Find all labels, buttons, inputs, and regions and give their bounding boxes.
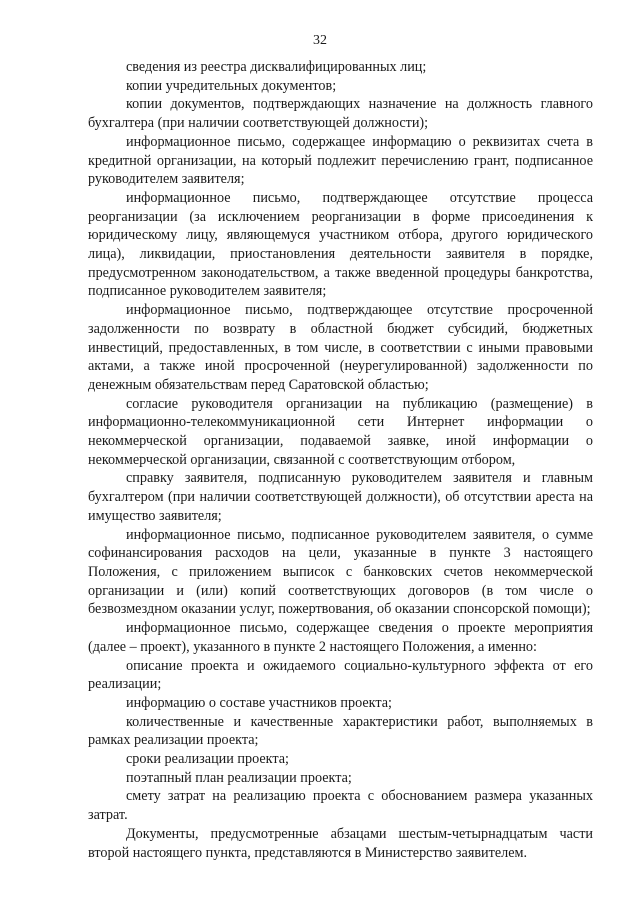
paragraph-project-budget: смету затрат на реализацию проекта с обоснованием размера указанных затрат. — [88, 788, 593, 824]
paragraph-project-characteristics: количественные и качественные характеристики работ, выполняемых в рамках реализации проекта; — [88, 713, 593, 749]
paragraph-no-arrest-certificate: справку заявителя, подписанную руководителем заявителя и главным бухгалтером (при наличии соответствующей должности), об отсутствии ареста на имущество заявителя; — [88, 470, 593, 524]
paragraph-project-stage-plan: поэтапный план реализации проекта; — [126, 769, 352, 786]
paragraph-project-participants: информацию о составе участников проекта; — [126, 694, 392, 711]
paragraph-project-description: описание проекта и ожидаемого социально-культурного эффекта от его реализации; — [88, 657, 593, 693]
paragraph-project-info-letter: информационное письмо, содержащее сведения о проекте мероприятия (далее – проект), указанного в пункте 2 настоящего Положения, а именно: — [88, 620, 593, 655]
paragraph-chief-accountant-appointment: копии документов, подтверждающих назначение на должность главного бухгалтера (при наличии соответствующей должности); — [88, 96, 593, 132]
paragraph-no-reorganization-letter: информационное письмо, подтверждающее отсутствие процесса реорганизации (за исключением реорганизации в форме присоединения к юридическому лицу, являющемуся участником отбора, другого юридического лица), ликвидации, приостановления деятельности заявителя в порядке, предусмотренном законодательством, а также введенной процедуры банкротства, подписанное руководителем заявителя; — [88, 189, 593, 300]
paragraph-founding-documents: копии учредительных документов; — [126, 77, 337, 94]
paragraph-no-overdue-debt-letter: информационное письмо, подтверждающее отсутствие просроченной задолженности по возврату в областной бюджет субсидий, бюджетных инвестиций, предоставленных, в том числе, в соответствии с иными правовыми актами, а также иной просроченной (неурегулированной) задолженности по денежным обязательствам перед Саратовской областью; — [88, 302, 593, 393]
paragraph-project-timeline: сроки реализации проекта; — [126, 751, 289, 768]
paragraph-submission-rule: Документы, предусмотренные абзацами шестым-четырнадцатым части второй настоящего пункта, представляются в Министерство заявителем. — [88, 825, 593, 861]
page-number: 32 — [313, 33, 327, 48]
paragraph-disqualified-registry: сведения из реестра дисквалифицированных лиц; — [126, 59, 427, 75]
document-body — [88, 58, 593, 862]
paragraph-bank-account-letter: информационное письмо, содержащее информацию о реквизитах счета в кредитной организации, на который подлежит перечислению грант, подписанное руководителем заявителя; — [88, 133, 593, 188]
paragraph-cofinancing-letter: информационное письмо, подписанное руководителем заявителя, о сумме софинансирования расходов на цели, указанные в пункте 3 настоящего Положения, с приложением выписок с банковских счетов некоммерческой организации и (или) копий соответствующих договоров (в том числе о безвозмездном оказании услуг, пожертвования, об оказании спонсорской помощи); — [88, 526, 593, 618]
paragraph-publication-consent: согласие руководителя организации на публикацию (размещение) в информационно-телекоммуникационной сети Интернет информации о некоммерческой организации, подаваемой заявке, иной информации о некоммерческой организации, связанной с соответствующим отбором, — [88, 395, 593, 468]
